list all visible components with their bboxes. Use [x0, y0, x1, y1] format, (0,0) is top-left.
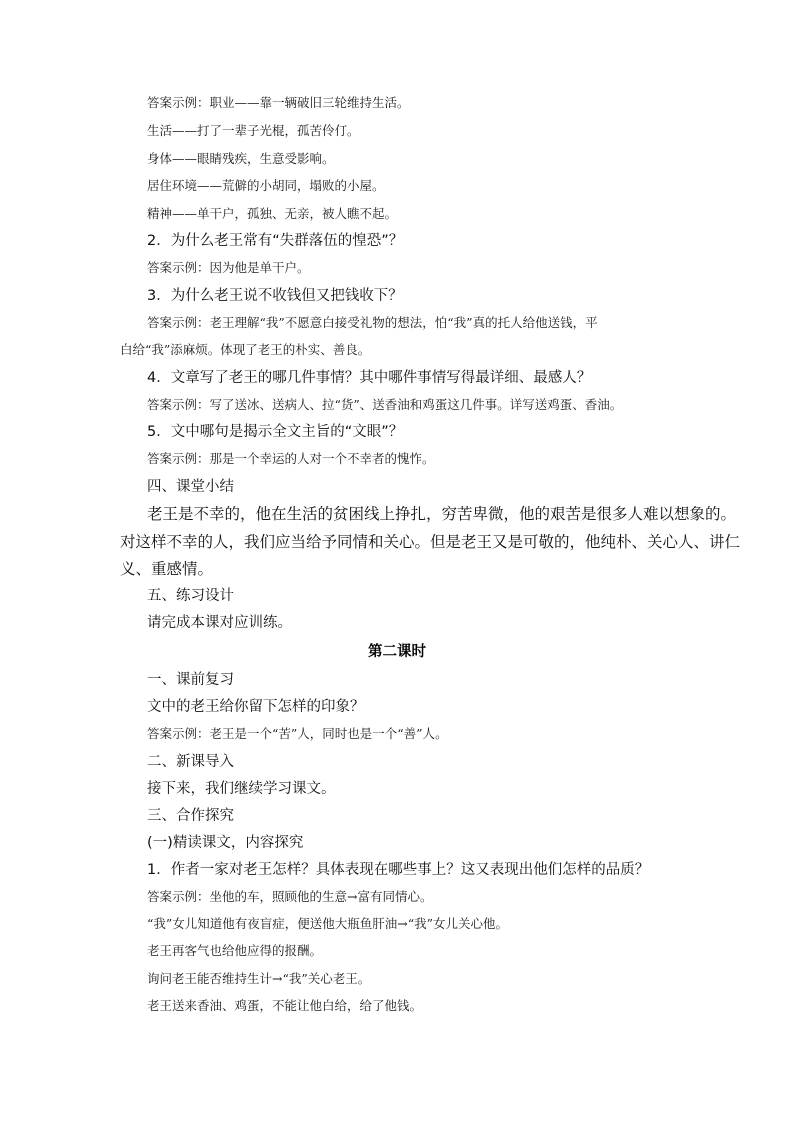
question-3: 3．为什么老王说不收钱但又把钱收下？ [147, 288, 403, 304]
section-heading-review: 一、课前复习 [147, 672, 234, 688]
answer-4: 答案示例：写了送冰、送病人、拉“货”、送香油和鸡蛋这几件事。详写送鸡蛋、香油。 [147, 397, 623, 412]
sample-answer-occupation: 答案示例：职业——靠一辆破旧三轮维持生活。 [147, 95, 410, 110]
question-2: 2．为什么老王常有“失群落伍的惶恐”？ [147, 233, 404, 249]
section-heading-explore: 三、合作探究 [147, 808, 234, 824]
section-heading-intro: 二、新课导入 [147, 754, 234, 770]
section-heading-summary: 四、课堂小结 [147, 479, 234, 495]
sample-answer-living: 居住环境——荒僻的小胡同，塌败的小屋。 [147, 178, 385, 193]
summary-line-1: 老王是不幸的，他在生活的贫困线上挣扎，穷苦卑微，他的艰苦是很多人难以想象的。 [147, 505, 737, 523]
answer-lesson2-1-line-4: 询问老王能否维持生计→“我”关心老王。 [147, 971, 371, 986]
review-question: 文中的老王给你留下怎样的印象？ [147, 699, 365, 715]
summary-line-2: 对这样不幸的人，我们应当给予同情和关心。但是老王又是可敬的，他纯朴、关心人、讲仁 [120, 533, 741, 551]
answer-3-line-2: 白给“我”添麻烦。体现了老王的朴实、善良。 [120, 342, 371, 357]
sample-answer-spirit: 精神——单干户，孤独、无亲，被人瞧不起。 [147, 206, 398, 221]
answer-lesson2-1-line-1: 答案示例：坐他的车，照顾他的生意→富有同情心。 [147, 889, 433, 904]
answer-5: 答案示例：那是一个幸运的人对一个不幸者的愧怍。 [147, 451, 435, 466]
intro-text: 接下来，我们继续学习课文。 [147, 781, 336, 797]
sample-answer-life: 生活——打了一辈子光棍，孤苦伶仃。 [147, 123, 360, 138]
answer-lesson2-1-line-5: 老王送来香油、鸡蛋，不能让他白给，给了他钱。 [147, 998, 423, 1013]
answer-2: 答案示例：因为他是单干户。 [147, 260, 310, 275]
question-lesson2-1: 1．作者一家对老王怎样？具体表现在哪些事上？这又表现出他们怎样的品质？ [147, 862, 650, 878]
question-5: 5．文中哪句是揭示全文主旨的“文眼”？ [147, 424, 404, 440]
section-heading-practice: 五、练习设计 [147, 588, 234, 604]
answer-lesson2-1-line-3: 老王再客气也给他应得的报酬。 [147, 943, 323, 958]
summary-line-3: 义、重感情。 [120, 560, 214, 578]
answer-lesson2-1-line-2: “我”女儿知道他有夜盲症，便送他大瓶鱼肝油→“我”女儿关心他。 [147, 916, 509, 931]
practice-instruction: 请完成本课对应训练。 [147, 615, 292, 631]
subsection-heading-reading: (一)精读课文，内容探究 [147, 835, 304, 851]
lesson-2-title: 第二课时 [368, 644, 426, 660]
review-answer: 答案示例：老王是一个“苦”人，同时也是一个“善”人。 [147, 726, 448, 741]
sample-answer-body: 身体——眼睛残疾，生意受影响。 [147, 151, 335, 166]
answer-3-line-1: 答案示例：老王理解“我”不愿意白接受礼物的想法，怕“我”真的托人给他送钱，平 [147, 315, 598, 330]
question-4: 4．文章写了老王的哪几件事情？其中哪件事情写得最详细、最感人？ [147, 370, 592, 386]
